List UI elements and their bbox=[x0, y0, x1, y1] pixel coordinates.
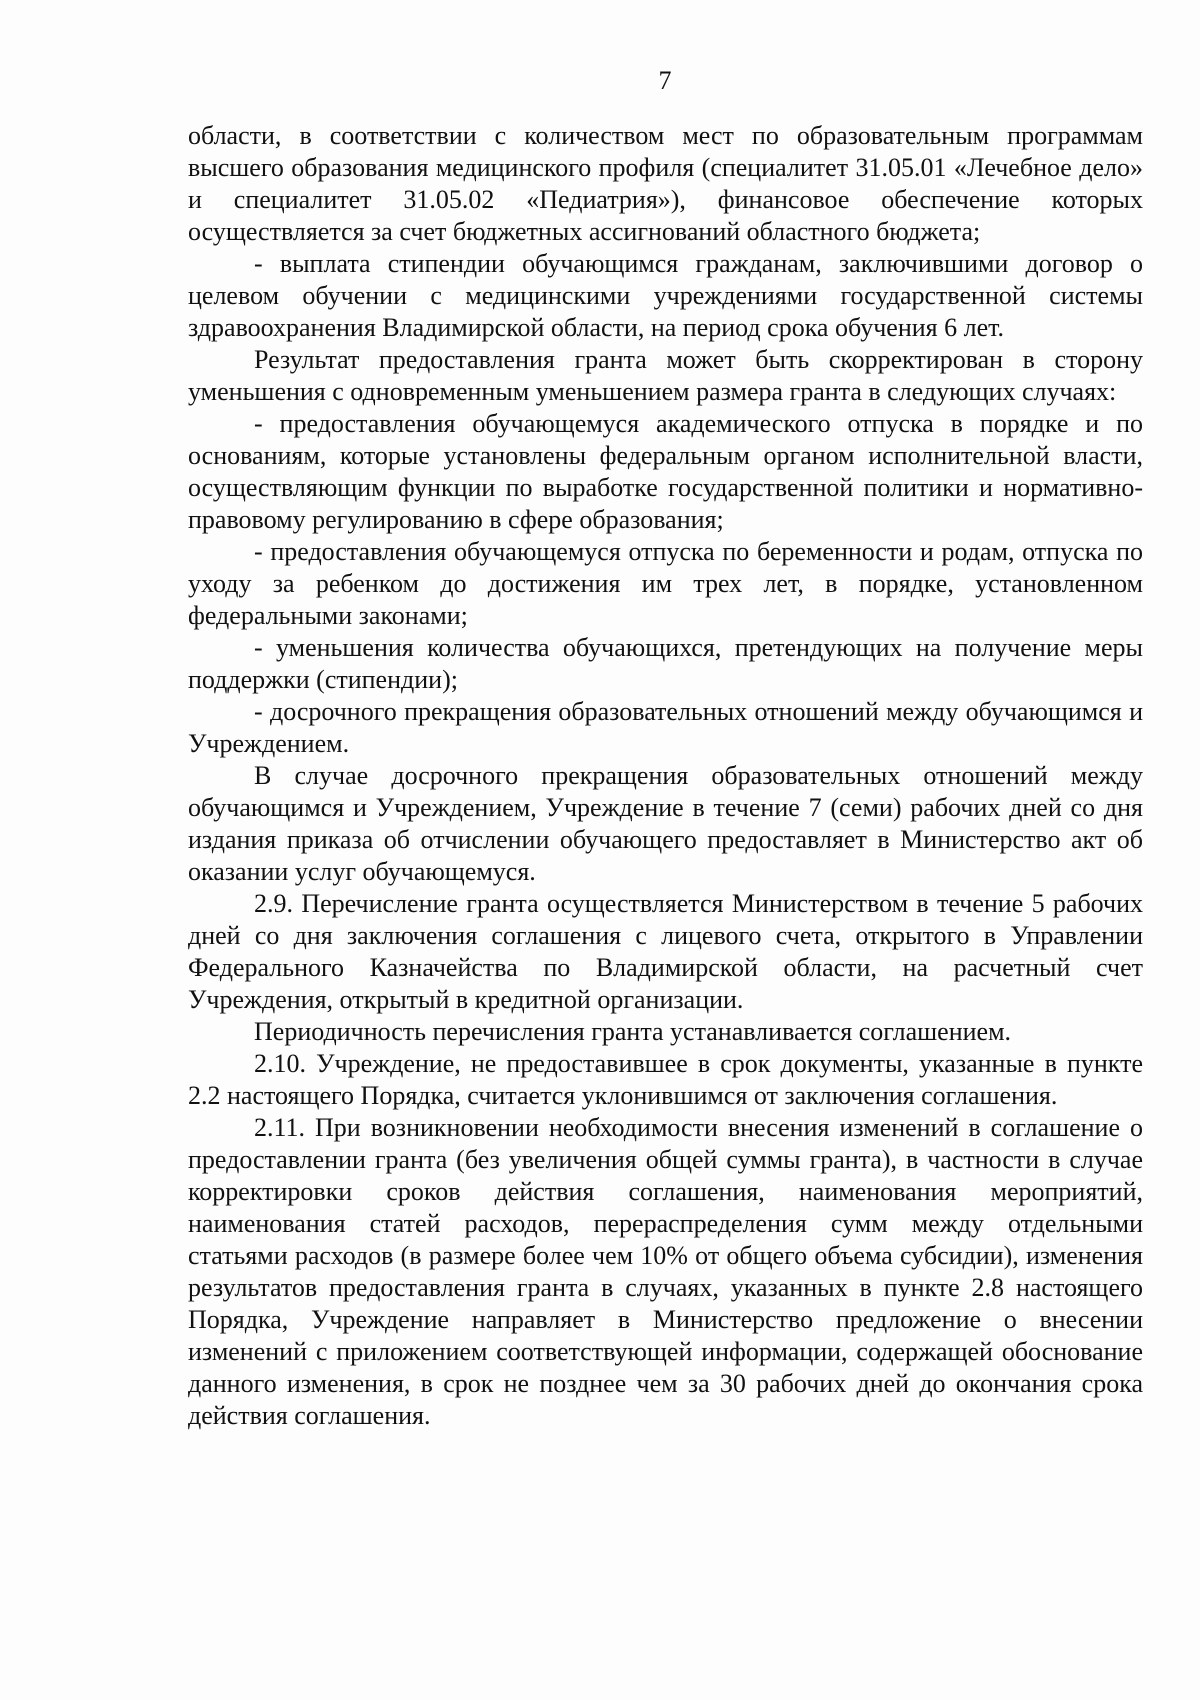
paragraph-termination-case: В случае досрочного прекращения образовательных отношений между обучающимся и Учреждением, Учреждение в течение 7 (семи) рабочих дней со дня издания приказа об отчислении обучающего предоставляет в Министерство акт об оказании услуг обучающемуся. bbox=[188, 761, 1143, 886]
paragraph-academic-leave: - предоставления обучающемуся академического отпуска в порядке и по основаниям, которые установлены федеральным органом исполнительной власти, осуществляющим функции по выработке государственной политики и нормативно-правовому регулированию в сфере образования; bbox=[188, 409, 1143, 534]
paragraph-early-termination: - досрочного прекращения образовательных отношений между обучающимся и Учреждением. bbox=[188, 697, 1143, 758]
page-number: 7 bbox=[658, 66, 672, 95]
paragraph-maternity-leave: - предоставления обучающемуся отпуска по беременности и родам, отпуска по уходу за ребенком до достижения им трех лет, в порядке, установленном федеральными законами; bbox=[188, 537, 1143, 630]
paragraph-section-2-11: 2.11. При возникновении необходимости внесения изменений в соглашение о предоставлении гранта (без увеличения общей суммы гранта), в частности в случае корректировки сроков действия соглашения, наименования мероприятий, наименования статей расходов, перераспределения сумм между отдельными статьями расходов (в размере более чем 10% от общего объема субсидии), изменения результатов предоставления гранта в случаях, указанных в пункте 2.8 настоящего Порядка, Учреждение направляет в Министерство предложение о внесении изменений с приложением соответствующей информации, содержащей обоснование данного изменения, в срок не позднее чем за 30 рабочих дней до окончания срока действия соглашения. bbox=[188, 1113, 1143, 1430]
paragraph-result-adjustment: Результат предоставления гранта может быть скорректирован в сторону уменьшения с одновременным уменьшением размера гранта в следующих случаях: bbox=[188, 345, 1143, 406]
paragraph-transfer-periodicity: Периодичность перечисления гранта устанавливается соглашением. bbox=[254, 1017, 1012, 1046]
paragraph-section-2-9: 2.9. Перечисление гранта осуществляется Министерством в течение 5 рабочих дней со дня заключения соглашения с лицевого счета, открытого в Управлении Федерального Казначейства по Владимирской области, на расчетный счет Учреждения, открытый в кредитной организации. bbox=[188, 889, 1143, 1014]
paragraph-section-2-10: 2.10. Учреждение, не предоставившее в срок документы, указанные в пункте 2.2 настоящего Порядка, считается уклонившимся от заключения соглашения. bbox=[188, 1049, 1143, 1110]
paragraph-continuation: области, в соответствии с количеством мест по образовательным программам высшего образования медицинского профиля (специалитет 31.05.01 «Лечебное дело» и специалитет 31.05.02 «Педиатрия»), финансовое обеспечение которых осуществляется за счет бюджетных ассигнований областного бюджета; bbox=[188, 121, 1143, 246]
paragraph-student-decrease: - уменьшения количества обучающихся, претендующих на получение меры поддержки (стипендии); bbox=[188, 633, 1143, 694]
paragraph-stipend-payment: - выплата стипендии обучающимся гражданам, заключившими договор о целевом обучении с медицинскими учреждениями государственной системы здравоохранения Владимирской области, на период срока обучения 6 лет. bbox=[188, 249, 1143, 342]
document-body bbox=[188, 120, 1143, 1432]
